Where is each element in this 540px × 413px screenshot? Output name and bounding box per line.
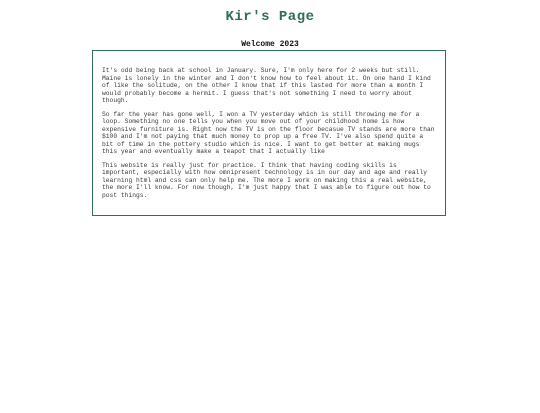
page-subtitle: Welcome 2023 [241, 40, 299, 49]
paragraph-2: So far the year has gone well, I won a TV yesterday which is still throwing me for a loop. Something no one tells you when you move out of your childhood home is how expensive furniture is. Right now the TV is on the floor becasue TV stands are more than $100 and I'm not paying that much money to prop up a free TV. I've also spend quite a bit of time in the pottery studio which is nice. I want to get better at making mugs this year and eventually make a teapot that I actually like [102, 110, 435, 155]
paragraph-1: It's odd being back at school in January. Sure, I'm only here for 2 weeks but still. Maine is lonely in the winter and I don't know how to feel about it. On one hand I kind of like the solitude, on the other I know that if this lasted for more than a month I would probably become a hermit. I guess that's not something I need to worry about though. [102, 67, 431, 104]
content-box [92, 50, 446, 216]
page-title: Kir's Page [225, 9, 315, 25]
paragraph-3: This website is really just for practice. I think that having coding skills is important, especially with how omnipresent technology is in our day and age and really learning html and css can only help me. The more I work on making this a real website, the more I'll know. For now though, I'm just happy that I was able to figure out how to post things. [102, 161, 431, 199]
